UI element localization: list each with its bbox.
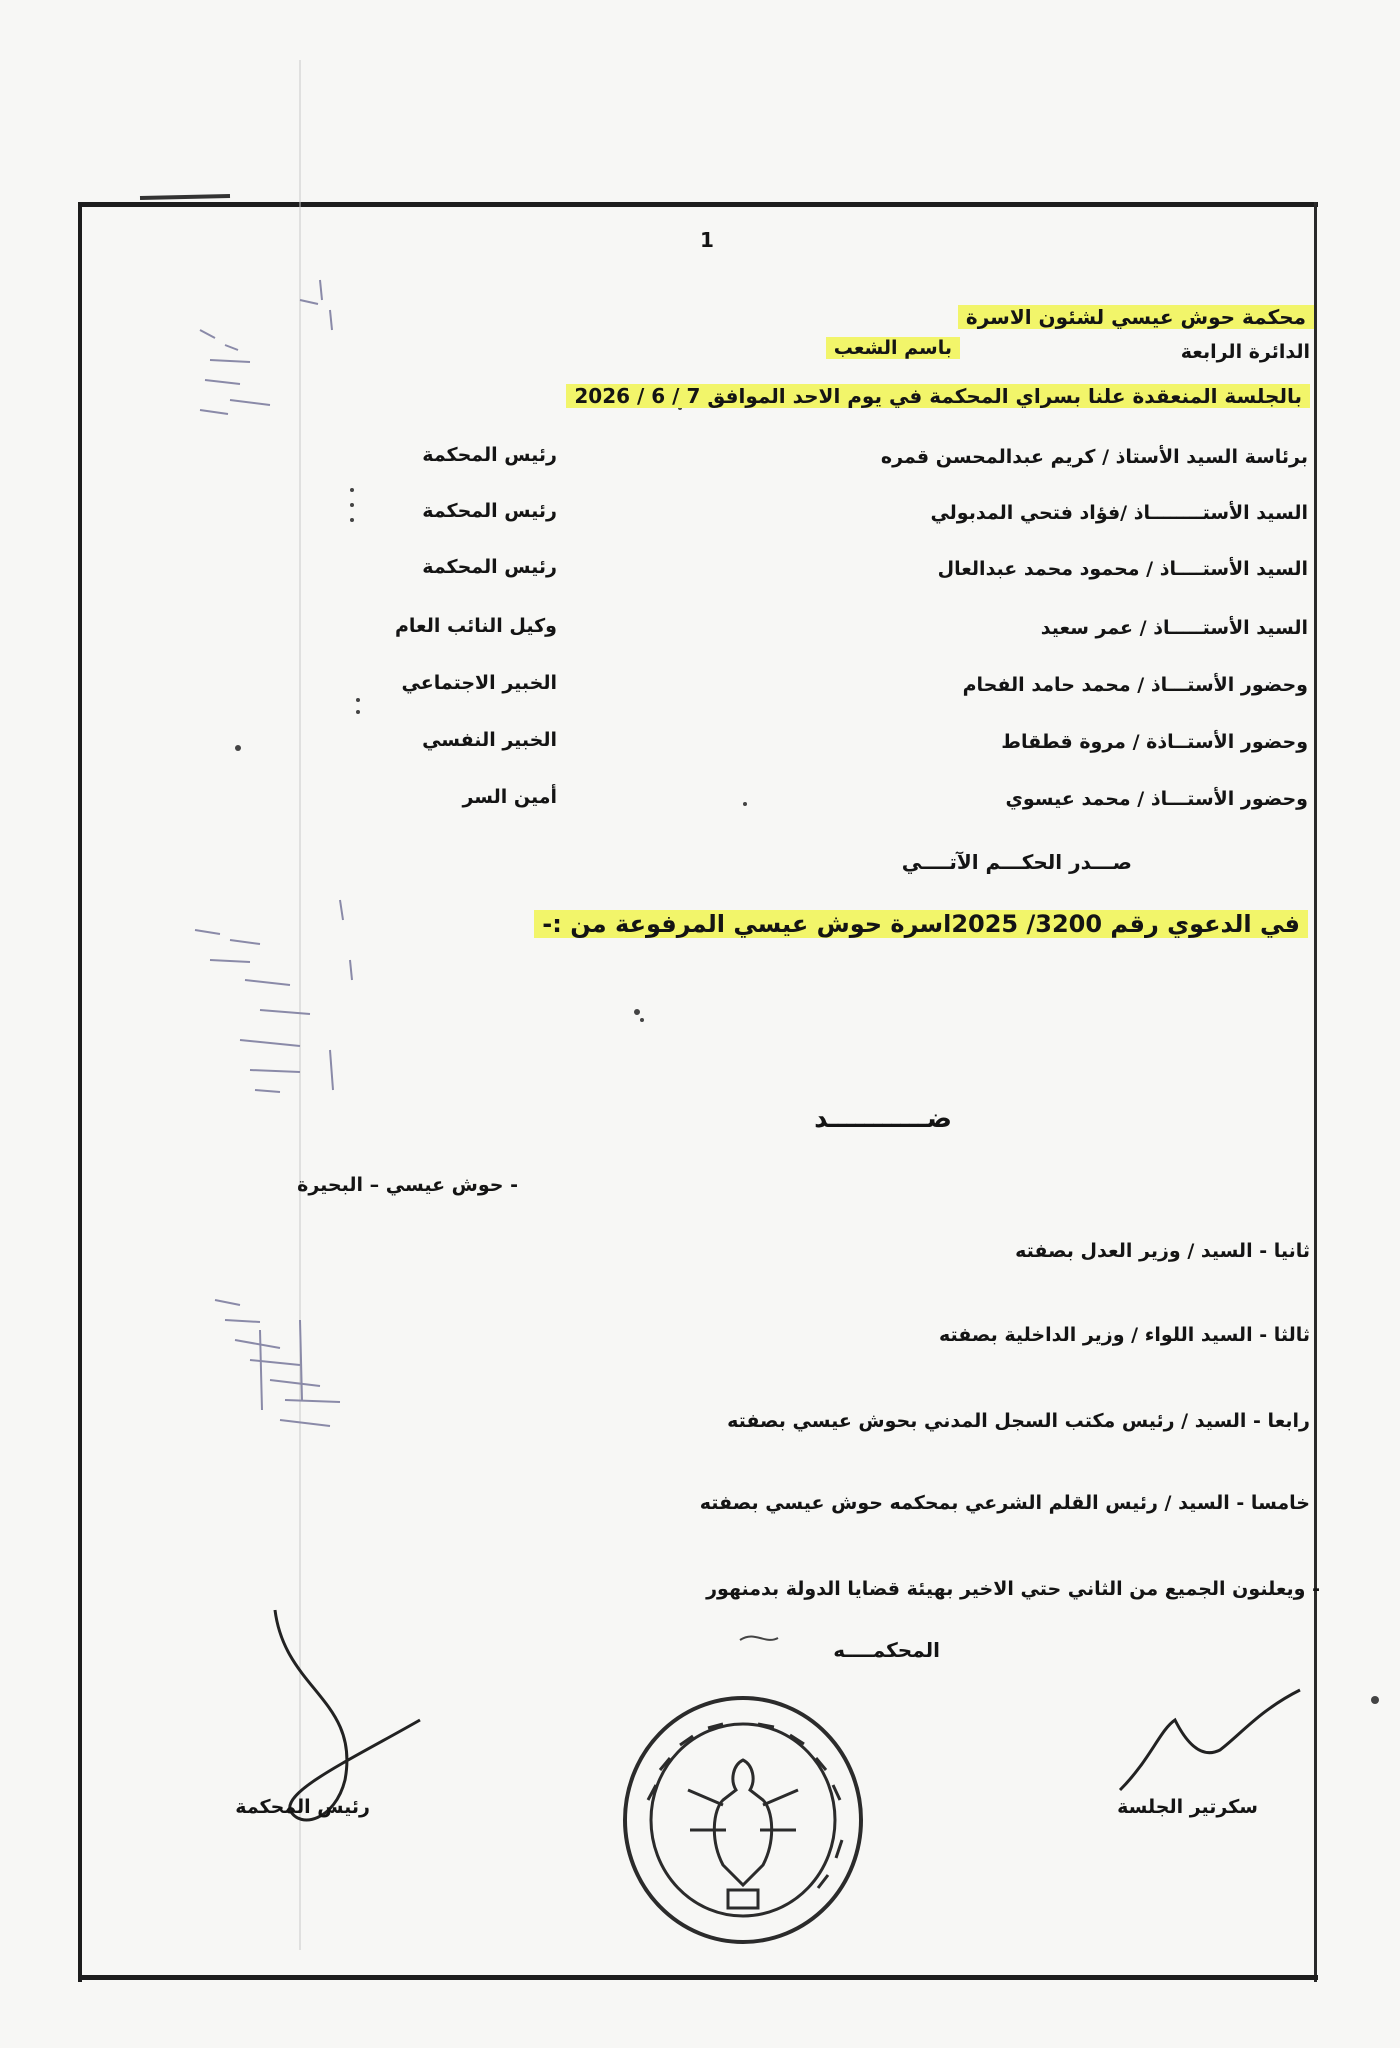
in-name-of-people-text: باسم الشعب [826,337,960,359]
secretary-label: سكرتير الجلسة [1117,1796,1258,1818]
panel-member-3-name: السيد الأستــــاذ / محمود محمد عبدالعال [937,558,1308,580]
secretary-signature [1120,1690,1300,1790]
panel-member-4-name: السيد الأستـــــاذ / عمر سعيد [1040,617,1308,639]
stamp-ring-text [648,1724,842,1888]
panel-member-5-role: الخبير الاجتماعي [401,672,557,694]
session-line [566,384,1310,408]
initial-mark [740,1636,778,1640]
location-line: - حوش عيسي – البحيرة [297,1174,518,1196]
court-label: المحكمــــه [833,1638,940,1662]
defendant-5: خامسا - السيد / رئيس القلم الشرعي بمحكمه حوش عيسي بصفته [699,1492,1310,1514]
defendant-3: ثالثا - السيد اللواء / وزير الداخلية بصفته [938,1324,1310,1346]
court-name [958,305,1314,329]
official-stamp [618,1690,868,1950]
session-line-text: بالجلسة المنعقدة علنا بسراي المحكمة في يوم الاحد الموافق 7 / 6 / 2026 [566,384,1310,408]
circuit: الدائرة الرابعة [1180,341,1310,363]
court-name-text: محكمة حوش عيسي لشئون الاسرة [958,305,1314,329]
eagle-emblem-icon [688,1760,798,1908]
panel-member-7-name: وحضور الأستـــاذ / محمد عيسوي [1005,788,1308,810]
president-signature [275,1610,420,1820]
panel-member-5-name: وحضور الأستـــاذ / محمد حامد الفحام [962,674,1308,696]
page-number: 1 [700,228,714,252]
panel-member-6-name: وحضور الأستــاذة / مروة قطقاط [1001,731,1308,753]
panel-member-3-role: رئيس المحكمة [422,556,557,578]
defendant-4: رابعا - السيد / رئيس مكتب السجل المدني بحوش عيسي بصفته [727,1410,1310,1432]
against-heading: ضـــــــــــد [814,1104,952,1134]
in-name-of-people [826,337,960,359]
frame-top-extension [140,196,230,198]
case-line [534,910,1308,938]
margin-scribbles-3 [215,1300,340,1426]
verdict-heading: صـــدر الحكـــم الآتــــي [901,850,1132,874]
defendant-2: ثانيا - السيد / وزير العدل بصفته [1015,1240,1310,1262]
president-label: رئيس المحكمة [235,1796,370,1818]
margin-scribbles-2 [195,900,352,1092]
case-line-text: في الدعوي رقم 3200/ 2025اسرة حوش عيسي المرفوعة من :- [534,910,1308,938]
panel-member-1-role: رئيس المحكمة [422,444,557,466]
panel-member-1-name: برئاسة السيد الأستاذ / كريم عبدالمحسن قمره [880,446,1308,468]
notice-line: - ويعلنون الجميع من الثاني حتي الاخير بهيئة قضايا الدولة بدمنهور [706,1578,1320,1600]
panel-member-6-role: الخبير النفسي [422,729,557,751]
panel-member-4-role: وكيل النائب العام [394,615,557,637]
panel-member-2-name: السيد الأستــــــــاذ /فؤاد فتحي المدبولي [930,502,1308,524]
panel-member-7-role: أمين السر [462,786,557,808]
panel-member-2-role: رئيس المحكمة [422,500,557,522]
margin-scribbles-1 [200,280,332,414]
